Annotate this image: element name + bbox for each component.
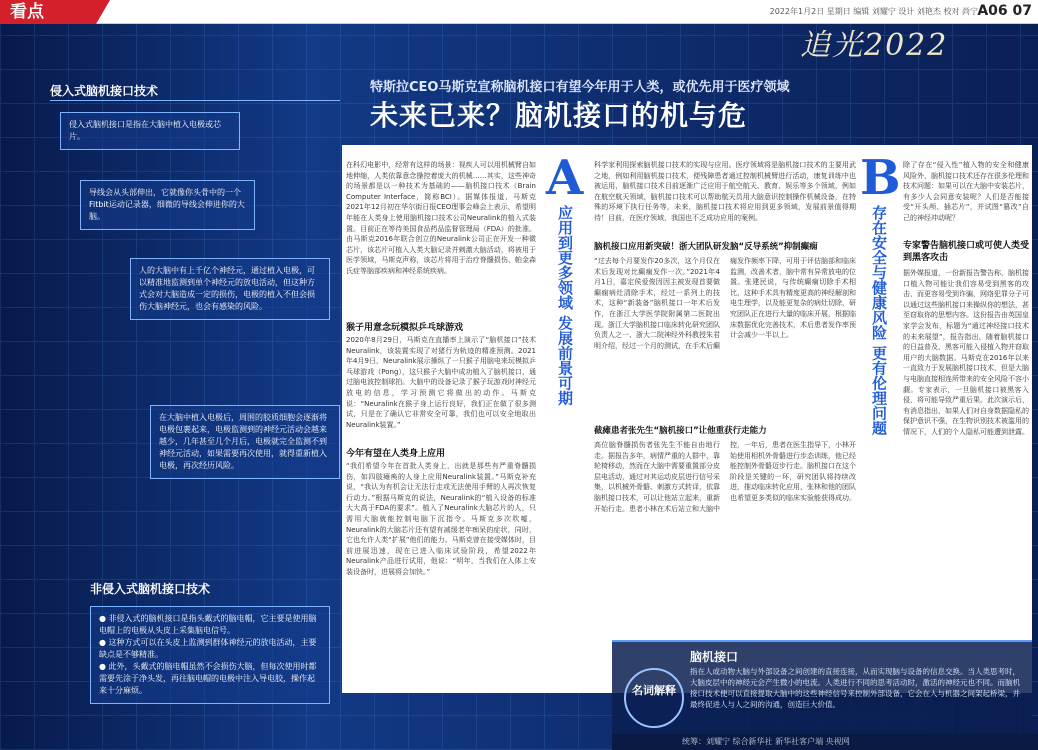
- vertical-title-b: 存在安全与健康风险 更有伦理问题: [870, 205, 888, 436]
- glossary-badge: 名词解释: [624, 668, 684, 728]
- credit-line: 统筹：刘耀宁 综合新华社 新华社客户端 央视网: [612, 734, 1038, 750]
- section-invasive: 侵入式脑机接口技术: [50, 84, 159, 98]
- section-noninvasive: 非侵入式脑机接口技术: [90, 582, 211, 596]
- note-box-5: ● 非侵入式的脑机接口是指头戴式的脑电帽，它主要是使用脑电帽上的电极从头皮上采集脑电信号。 ● 这种方式可以在头皮上监测到群体神经元的放电活动，主要缺点是不够精准。 ● 此外，头戴式的脑电帽虽然不会损伤大脑，但每次使用时都需要先涂于净头发，再往脑电帽的电极中注入导电胶，操作起来十分麻烦。: [90, 606, 330, 704]
- divider: [50, 100, 340, 101]
- subhead-mid2: 截瘫患者张先生“脑机接口”让他重获行走能力: [594, 426, 767, 436]
- vertical-title-a: 应用到更多领域 发展前景可期: [556, 205, 574, 406]
- para-a1: 2020年8月29日，马斯克在直播率上演示了“脑机接口”技术Neuralink，该装置实现了对猪行为轨迹的精准预测。2021年4月9日，Neuralink展示操纵了一只猴子用脑电来玩模拟乒乓球游戏（Pong），这只猴子大脑中成功植入了脑机接口，通过脑电波控制球拍。大脑中的设备记录了猴子玩游戏时神经元放电的信息，学习预测它将做出的动作。马斯克说：“Neuralink在猴子身上运行良好，我们正在做了很多测试，只是在了确认它非常安全可靠，我们也可以安全地取出Neuralink装置。”: [346, 336, 536, 429]
- note-box-3: 人的大脑中有上千亿个神经元，通过植入电极，可以精准地监测到单个神经元的放电活动，但这种方式会对大脑造成一定的损伤，电极的植入不但会损伤大脑神经元，也会有感染的风险。: [130, 258, 330, 320]
- para-mid1: “过去每个月要发作20多次，这个月仅在术后发现对比癫痫发作一次。”2021年4月1日，嘉定侯爱俊因因主被发现首要做癫痫病灶清除手术，经过一系列上的技术，这种“新装备”脑机接口一年术后发作，在浙江大学医学院附属第二医院出现。浙江大学脑机接口临床转化研究团队负责人之一、浙大二院神经外科教授朱君明介绍，经过一个月的测试，在手术后癫痫发作频率下降，可用于评估脑部和临床监测，改善术者，脑中常有异常放电的位置。张建民说，与传统癫痫切除手术相比，这种手术具有精度更高的神经解剖和电生理学，以及能更复杂的病灶切除，研究团队正在进行大量的临床开展，根据临床数据优化完善技术，术后患者发作率预计会减少一半以上。: [594, 257, 856, 350]
- subhead-b1: 专家警告脑机接口或可使人类受到黑客攻击: [903, 241, 1030, 263]
- note-box-4: 在大脑中植入电极后，周围的胶质细胞会逐渐将电极包裹起来，电极监测到的神经元活动会越来越少，几年甚至几个月后，电极就完全监测不到神经元活动，如果需要再次使用，就得重新植入电极，再次经历风险。: [150, 405, 340, 479]
- para-a2: “我们希望今年在首批人类身上，出就是那些有严重脊髓损伤，如四肢瘫痪的人身上应用Neuralink装置。”马斯克补充说，“我认为有机会让无法行走或无法使用手臂的人再次恢复行动力。”根据马斯克的说法，Neuralink的“植入设备的标准大大高于FDA的要求”。植入了Neuralink大脑芯片的人，只需用大脑就能控制电脑下沉指令。马斯克多次吹嘘，Neuralink的大脑芯片还有望有减缓老年痴呆的症状，同时，它也允许人类“扩展”他们的能力。马斯克曾在接受媒体时，目前进展迅速，现在已进入临床试验阶段，希望2022年Neuralink产品进行试用，他说：“明年，当我们在人体上安装设备时，进展将会加快。”: [346, 462, 536, 576]
- page-info: 2022年1月2日 星期日 编辑 刘耀宁 设计 刘艳杰 校对 尚宁: [769, 7, 978, 16]
- letter-b: B: [860, 150, 901, 206]
- page-number: A06 07: [977, 3, 1032, 19]
- glossary-title: 脑机接口: [690, 650, 739, 664]
- subhead-a2: 今年有望在人类身上应用: [346, 449, 446, 459]
- intro-a: 在科幻电影中，经常有这样的场景：视疾人可以用机械臂自如地伸缩，人类依靠意念操控着庞大的机械……其实，这些神奇的场景都是以一种技术为基础的——脑机接口技术（Brain Computer Interface，简称BCI）。据媒体报道，马斯克2021年12月初在华尔街日报CEO理事会峰会上表示，希望明年能在人类身上使用脑机接口技术公司Neuralink的植入式装置。目前正在等待美国食品药品监督管理局（FDA）的批准。由马斯克2016年联合创立的Neuralink公司正在开发一种微芯片，该芯片可植入人类大脑记录并刺激大脑活动，将被用于医学领域，马斯克声称，该芯片将用于治疗脊髓损伤、帕金森氏症等脑部疾病和神经系统疾病。: [346, 161, 536, 275]
- note-box-1: 侵入式脑机接口是指在大脑中植入电极或芯片。: [60, 112, 240, 150]
- letter-a: A: [546, 150, 584, 206]
- subhead-a1: 猴子用意念玩模拟乒乓球游戏: [346, 323, 464, 333]
- para-b1: 据外媒报道，一份新报告警告称，脑机接口植入物可能让我们容易受到黑客的攻击，而更容易受到诈骗，网络犯罪分子可以通过这些脑机接口来操纵你的想法，甚至窃取你的思想内容。这份报告由英国皇家学会发布，标题为“通过神经接口技术的未来展望”，报告指出，随着脑机接口的日益普及，黑客可能入侵植入物并窃取用户的大脑数据。马斯克在2016年以来一直致力于发展脑机接口技术，但是大脑与电脑直接相连所带来的安全风险不容小觑。专家表示，一旦脑机接口被黑客入侵，将可能导致严重后果。此次演示后，有消息指出，如果人们对自身数据隐私的保护意识不强，在生物识别技术被滥用的情况下，人们的个人隐私可能遭到泄露。: [903, 269, 1029, 436]
- kicker-title: 特斯拉CEO马斯克宣称脑机接口有望今年用于人类，或优先用于医疗领域: [370, 80, 790, 95]
- subhead-mid1: 脑机接口应用新突破！浙大团队研发脑“反导系统”抑制癫痫: [594, 242, 818, 252]
- glossary-text: 指在人或动物大脑与外部设备之间创建的直接连接，从而实现脑与设备的信息交换。当人类思考时，大脑皮层中的神经元会产生微小的电流。人类进行不同的思考活动时，激活的神经元也不同。而脑机接口技术便可以直接提取大脑中的这些神经信号来控制外部设备，它会在人与机器之间架起桥梁，并最终促进人与人之间的沟通，创造巨大价值。: [690, 667, 1020, 709]
- main-title: 未来已来？脑机接口的机与危: [370, 99, 748, 132]
- note-box-2: 导线会从头部伸出，它就像你头骨中的一个Fitbit运动记录器，细微的导线会伸进你的大脑。: [80, 180, 255, 230]
- section-badge: 看点: [0, 0, 96, 24]
- intro-mid: 科学家利用探索脑机接口技术的实现与应用。医疗领域将是脑机接口技术的主要用武之地，例如利用脑机接口技术，便残障患者通过控制机械臂进行活动，康复训练中也被运用，脑机接口技术目前逐渐广泛应用于航空航天、教育、娱乐等多个领域，例如在航空航天领域，脑机接口技术可以帮助航天员用大脑意识控制操作机械设备，在特殊的环境下执行任务等，未来，脑机接口技术将应用到更多领域，发展前景值得期待！目前，在医疗领域，我国也不乏成功应用的案例。: [594, 161, 856, 222]
- banner-title: 追光2022: [800, 28, 949, 63]
- para-mid2: 高位脑脊髓损伤者张先生不能自由地行走。据报告多年，病情严重的人群中，靠轮椅移动，然而在大脑中需要重置部分皮层电活动，通过对其运动皮层进行信号采集，以机械外骨骼、刺激方式转译，依靠脑机接口技术，可以让他站立起来，重新开始行走。患者小林在术后站立和大脑中控，一年后，患者在医生指导下，小林开始使用相机外骨骼进行步态训练，他已经能控制外骨骼迈步行走。脑机接口在这个阶段是关键的一环，研究团队将持续改进，推动临床转化应用，张林和他的团队也希望更多类似的临床实验能获得成功。: [594, 441, 856, 513]
- intro-b: 除了存在“侵入性”植入物的安全和健康风险外，脑机接口技术还存在很多伦理和技术问题：如果可以在大脑中安装芯片，有多少人会同意安装呢？人们是否能接受“开头颅、插芯片”，并试图“篡改”自己的神经冲动呢？: [903, 161, 1029, 222]
